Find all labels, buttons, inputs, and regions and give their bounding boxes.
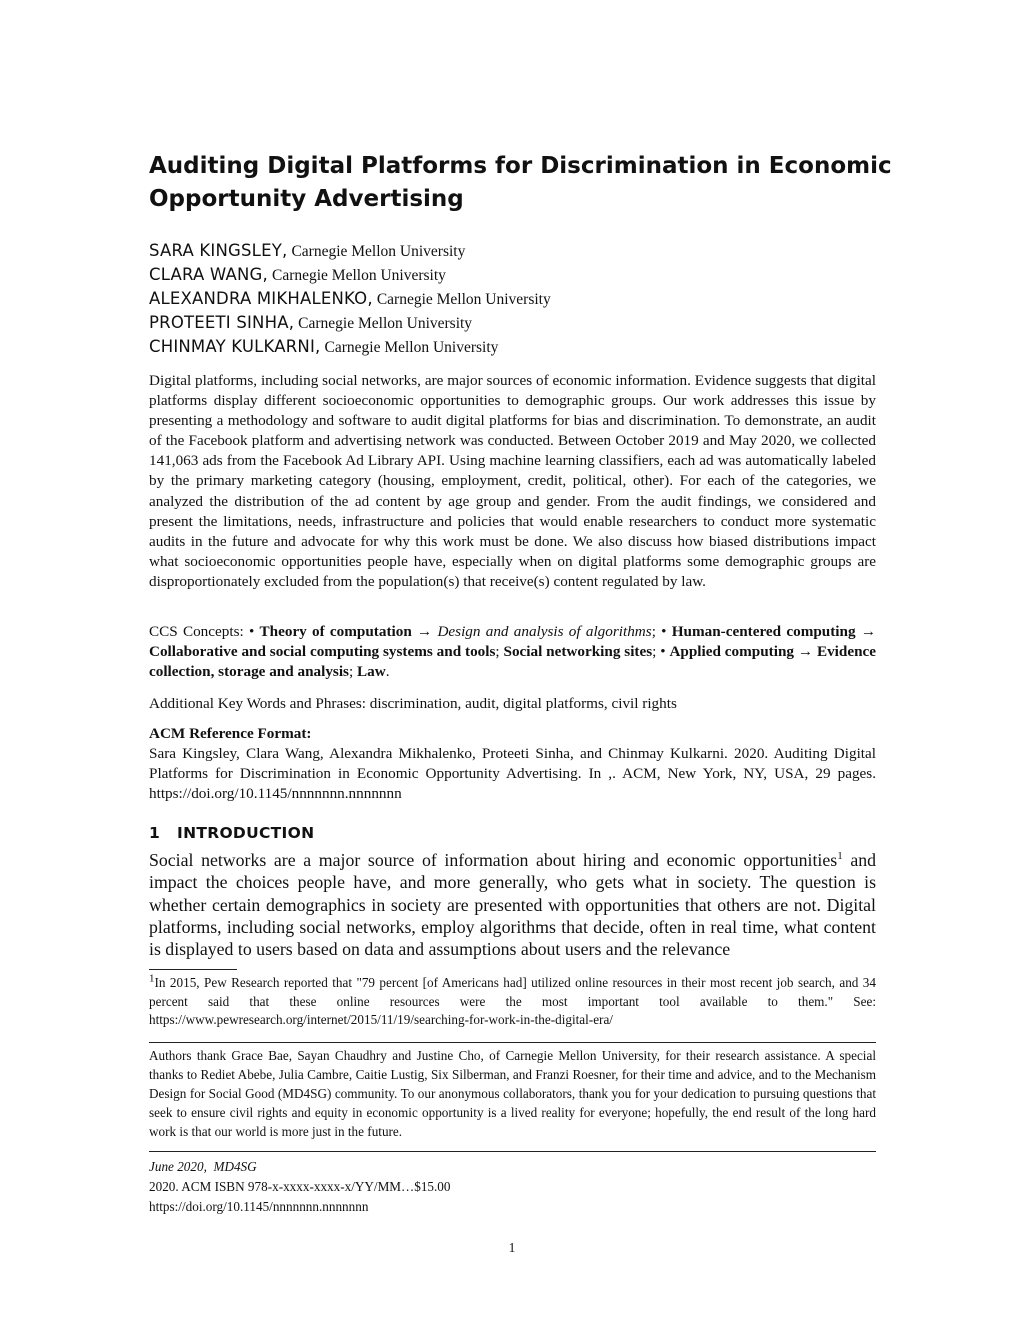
author-name: PROTEETI SINHA, [149, 313, 295, 332]
author-entry [149, 289, 876, 313]
author-affiliation: Carnegie Mellon University [376, 291, 551, 308]
keywords: Additional Key Words and Phrases: discrimination, audit, digital platforms, civil rights [149, 695, 677, 712]
ccs-label: CCS Concepts: [149, 623, 244, 640]
ccs-concept: Theory of computation [259, 623, 412, 640]
acm-reference-heading: ACM Reference Format: [149, 725, 312, 742]
author-name: ALEXANDRA MIKHALENKO, [149, 289, 373, 308]
venue-line: June 2020, MD4SG [149, 1159, 257, 1174]
footnote-mark: 1 [837, 850, 843, 863]
author-name: SARA KINGSLEY, [149, 241, 288, 260]
footnote-number: 1 [149, 972, 155, 985]
footnote-divider [149, 969, 237, 970]
author-affiliation: Carnegie Mellon University [291, 243, 466, 260]
author-name: CHINMAY KULKARNI, [149, 337, 321, 356]
divider [149, 1042, 876, 1043]
ccs-concept: Human-centered computing [671, 623, 856, 640]
intro-paragraph [149, 849, 876, 960]
ccs-concept: Applied computing [669, 643, 794, 661]
author-affiliation: Carnegie Mellon University [298, 315, 473, 332]
divider [149, 1151, 876, 1152]
acm-reference [149, 724, 876, 804]
doi-line: https://doi.org/10.1145/nnnnnnn.nnnnnnn [149, 1198, 369, 1214]
ccs-subconcept: Design and analysis of algorithms [437, 623, 652, 640]
intro-text: and impact the choices people have, and more generally, who gets what in society. The question is whether certain demographics in society are presented with opportunities that others are not. Digital platforms, including social networks, employ algorithms that decide, often in real time, what content is displayed to users based on data and assumptions about users and the relevance [149, 850, 877, 960]
author-entry [149, 337, 876, 361]
ccs-subconcept: Law [357, 663, 386, 681]
section-heading [149, 824, 876, 842]
isbn-line: 2020. ACM ISBN 978-x-xxxx-xxxx-x/YY/MM…$15.00 [149, 1178, 451, 1194]
author-affiliation: Carnegie Mellon University [271, 267, 446, 284]
ccs-subconcept: Social networking sites [503, 643, 653, 661]
ccs-concepts: CCS Concepts: • Theory of computation → Design and analysis of algorithms; • Human-centered computing → Collaborative and social computing systems and tools; Social networking sites; • Applied computing → Evidence collection, storage and analysis; Law. [149, 623, 877, 681]
publication-info [149, 1157, 876, 1216]
ccs-subconcept: Evidence collection, storage and analysis [149, 643, 876, 681]
paper-title: Auditing Digital Platforms for Discrimination in Economic Opportunity Advertising [149, 153, 892, 212]
section-number: 1 [149, 824, 161, 842]
author-entry [149, 313, 876, 337]
author-list [149, 241, 876, 361]
ccs-subconcept: Collaborative and social computing systems and tools [149, 643, 496, 661]
page-number: 1 [508, 1240, 516, 1255]
intro-text: Social networks are a major source of information about hiring and economic opportunities [149, 850, 838, 870]
footnote-text: In 2015, Pew Research reported that "79 percent [of Americans had] utilized online resources in their most recent job search, and 34 percent said that these online resources were the most important tool available to them." See: https://www.pewresearch.org/internet/2015/11/19/searching-for-work-in-the-digital-era/ [149, 975, 876, 1027]
acknowledgments: Authors thank Grace Bae, Sayan Chaudhry and Justine Cho, of Carnegie Mellon University, for their research assistance. A special thanks to Rediet Abebe, Julia Cambre, Caitie Lustig, Six Silberman, and Franzi Roesner, for their time and advice, and to the Mechanism Design for Social Good (MD4SG) community. To our anonymous collaborators, thank you for your dedication to pursuing questions that seek to ensure civil rights and equity in economic opportunity is a lived reality for everyone; hopefully, the end result of the long hard work is that our world is more just in the future. [149, 1048, 876, 1139]
acm-reference-text: Sara Kingsley, Clara Wang, Alexandra Mikhalenko, Proteeti Sinha, and Chinmay Kulkarni. 2020. Auditing Digital Platforms for Discrimination in Economic Opportunity Advertising. In ,. ACM, New York, NY, USA, 29 pages. https://doi.org/10.1145/nnnnnnn.nnnnnnn [149, 745, 876, 803]
author-entry [149, 241, 876, 265]
author-entry [149, 265, 876, 289]
footnote [149, 974, 876, 1030]
section-title: INTRODUCTION [177, 824, 315, 842]
abstract: Digital platforms, including social networks, are major sources of economic information. Evidence suggests that digital platforms display different socioeconomic opportunities to demographic groups. Our work addresses this issue by presenting a methodology and software to audit digital platforms for bias and discrimination. To demonstrate, an audit of the Facebook platform and advertising network was conducted. Between October 2019 and May 2020, we collected 141,063 ads from the Facebook Ad Library API. Using machine learning classifiers, each ad was automatically labeled by the primary marketing category (housing, employment, credit, political, other). For each of the categories, we analyzed the distribution of the ad content by age group and gender. From the audit findings, we considered and present the limitations, needs, infrastructure and policies that would enable researchers to conduct more systematic audits in the future and advocate for why this work must be done. We also discuss how biased distributions impact what socioeconomic opportunities people have, especially when on digital platforms some demographic groups are disproportionately excluded from the population(s) that receive(s) content regulated by law. [149, 372, 876, 590]
author-name: CLARA WANG, [149, 265, 268, 284]
author-affiliation: Carnegie Mellon University [324, 339, 499, 356]
